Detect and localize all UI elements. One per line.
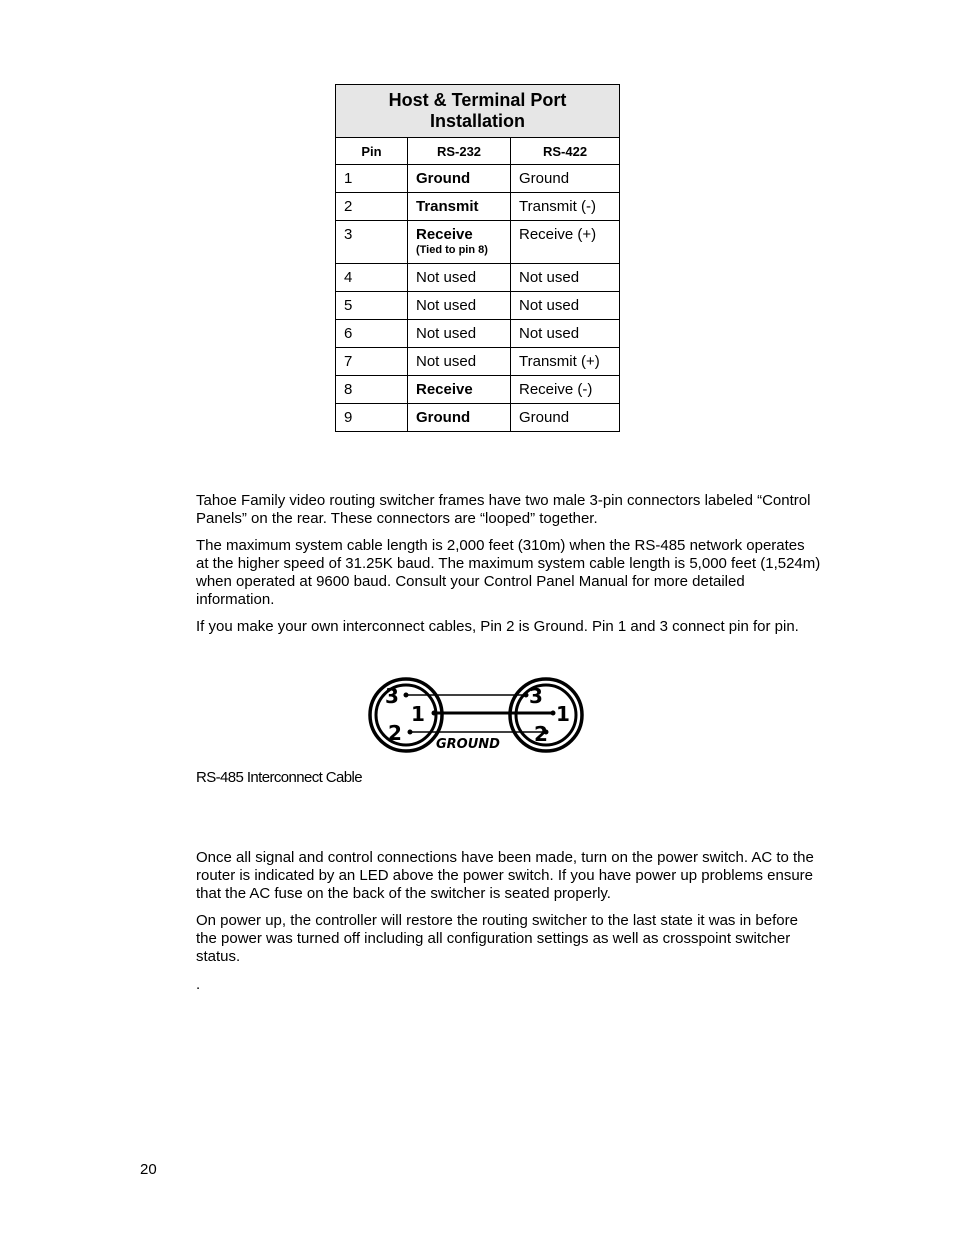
table-row	[336, 320, 620, 348]
pin-cell: 2	[336, 193, 408, 221]
paragraph-period: .	[196, 976, 201, 993]
rs422-cell: Receive (+)	[511, 221, 620, 264]
rs485-cable-diagram	[366, 674, 586, 756]
rs232-value: Receive	[416, 226, 473, 243]
table-title-line1: Host & Terminal Port	[388, 90, 567, 110]
paragraph-power-up-restore: On power up, the controller will restore the routing switcher to the last state it was in before the power was turned off including all configuration settings as well as crosspoint switcher status.	[196, 912, 798, 965]
table-row	[336, 404, 620, 432]
rs232-cell: Not used	[408, 264, 511, 292]
ground-label: GROUND	[436, 737, 500, 752]
pin-cell: 1	[336, 165, 408, 193]
rs232-cell: Ground	[408, 165, 511, 193]
right-pin2-label: 2	[534, 722, 548, 746]
rs422-cell: Receive (-)	[511, 376, 620, 404]
rs422-cell: Transmit (-)	[511, 193, 620, 221]
rs232-note: (Tied to pin 8)	[416, 244, 488, 256]
table-row	[336, 264, 620, 292]
paragraph-cable-length: The maximum system cable length is 2,000 feet (310m) when the RS-485 network operates at the higher speed of 31.25K baud. The maximum system cable length is 5,000 feet (1,524m) when operated at 9600 baud. Consult your Control Panel Manual for more detailed information.	[196, 537, 821, 608]
pin-cell: 9	[336, 404, 408, 432]
paragraph-interconnect: If you make your own interconnect cables, Pin 2 is Ground. Pin 1 and 3 connect pin for pin.	[196, 618, 799, 635]
column-header-rs232: RS-232	[408, 138, 511, 165]
diagram-caption: RS-485 Interconnect Cable	[196, 769, 362, 786]
left-pin2-label: 2	[388, 721, 402, 745]
rs232-cell: Not used	[408, 348, 511, 376]
rs422-cell: Ground	[511, 165, 620, 193]
table-title	[336, 85, 620, 138]
page-number: 20	[140, 1161, 157, 1178]
pin-cell: 8	[336, 376, 408, 404]
pin-assignment-table	[335, 84, 620, 432]
pin-cell: 3	[336, 221, 408, 264]
table-row	[336, 348, 620, 376]
table-row	[336, 165, 620, 193]
rs232-cell	[408, 221, 511, 264]
rs232-cell: Not used	[408, 292, 511, 320]
pin-cell: 6	[336, 320, 408, 348]
paragraph-connectors: Tahoe Family video routing switcher frames have two male 3-pin connectors labeled “Control Panels” on the rear. These connectors are “looped” together.	[196, 492, 811, 527]
table-row	[336, 193, 620, 221]
rs422-cell: Not used	[511, 320, 620, 348]
rs422-cell: Not used	[511, 264, 620, 292]
pin-cell: 7	[336, 348, 408, 376]
right-pin3-label: 3	[529, 684, 543, 708]
rs232-cell: Transmit	[408, 193, 511, 221]
pin-cell: 4	[336, 264, 408, 292]
column-header-rs422: RS-422	[511, 138, 620, 165]
left-pin3-label: 3	[385, 684, 399, 708]
table-title-line2: Installation	[430, 111, 526, 131]
rs232-cell: Ground	[408, 404, 511, 432]
rs232-cell: Not used	[408, 320, 511, 348]
rs422-cell: Ground	[511, 404, 620, 432]
column-header-pin: Pin	[336, 138, 408, 165]
left-connector-outer-ring	[370, 679, 442, 751]
rs422-cell: Not used	[511, 292, 620, 320]
paragraph-power-on: Once all signal and control connections have been made, turn on the power switch. AC to the router is indicated by an LED above the power switch. If you have power up problems ensure that the AC fuse on the back of the switcher is seated properly.	[196, 849, 814, 902]
table-row	[336, 221, 620, 264]
left-pin1-label: 1	[411, 702, 425, 726]
right-pin1-label: 1	[556, 702, 570, 726]
pin-cell: 5	[336, 292, 408, 320]
rs232-cell: Receive	[408, 376, 511, 404]
table-row	[336, 376, 620, 404]
rs422-cell: Transmit (+)	[511, 348, 620, 376]
table-row	[336, 292, 620, 320]
